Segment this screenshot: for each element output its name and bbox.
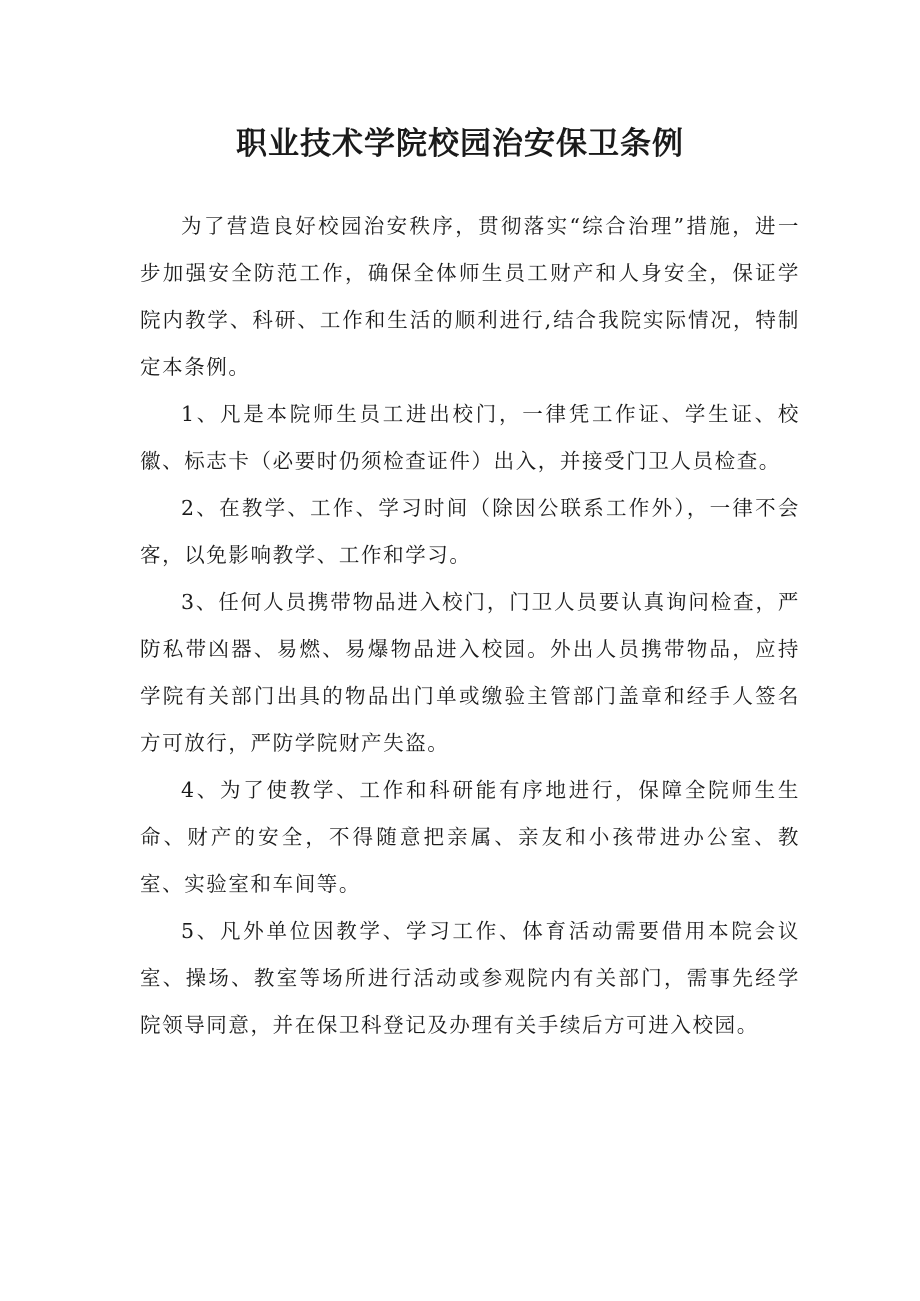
article-1-paragraph: 1、凡是本院师生员工进出校门，一律凭工作证、学生证、校徽、标志卡（必要时仍须检查证件）出入，并接受门卫人员检查。 bbox=[140, 402, 800, 473]
document-body bbox=[140, 203, 800, 1049]
article-4-paragraph: 4、为了使教学、工作和科研能有序地进行，保障全院师生生命、财产的安全，不得随意把亲属、亲友和小孩带进办公室、教室、实验室和车间等。 bbox=[140, 778, 800, 896]
intro-paragraph: 为了营造良好校园治安秩序，贯彻落实“综合治理”措施，进一步加强安全防范工作，确保全体师生员工财产和人身安全，保证学院内教学、科研、工作和生活的顺利进行,结合我院实际情况，特制定本条例。 bbox=[140, 214, 800, 379]
article-3-paragraph: 3、任何人员携带物品进入校门，门卫人员要认真询问检查，严防私带凶器、易燃、易爆物品进入校园。外出人员携带物品，应持学院有关部门出具的物品出门单或缴验主管部门盖章和经手人签名方可放行，严防学院财产失盗。 bbox=[140, 590, 800, 755]
article-5-paragraph: 5、凡外单位因教学、学习工作、体育活动需要借用本院会议室、操场、教室等场所进行活动或参观院内有关部门，需事先经学院领导同意，并在保卫科登记及办理有关手续后方可进入校园。 bbox=[140, 919, 800, 1037]
article-2-paragraph: 2、在教学、工作、学习时间（除因公联系工作外），一律不会客，以免影响教学、工作和学习。 bbox=[140, 496, 800, 567]
document-title: 职业技术学院校园治安保卫条例 bbox=[236, 126, 684, 162]
